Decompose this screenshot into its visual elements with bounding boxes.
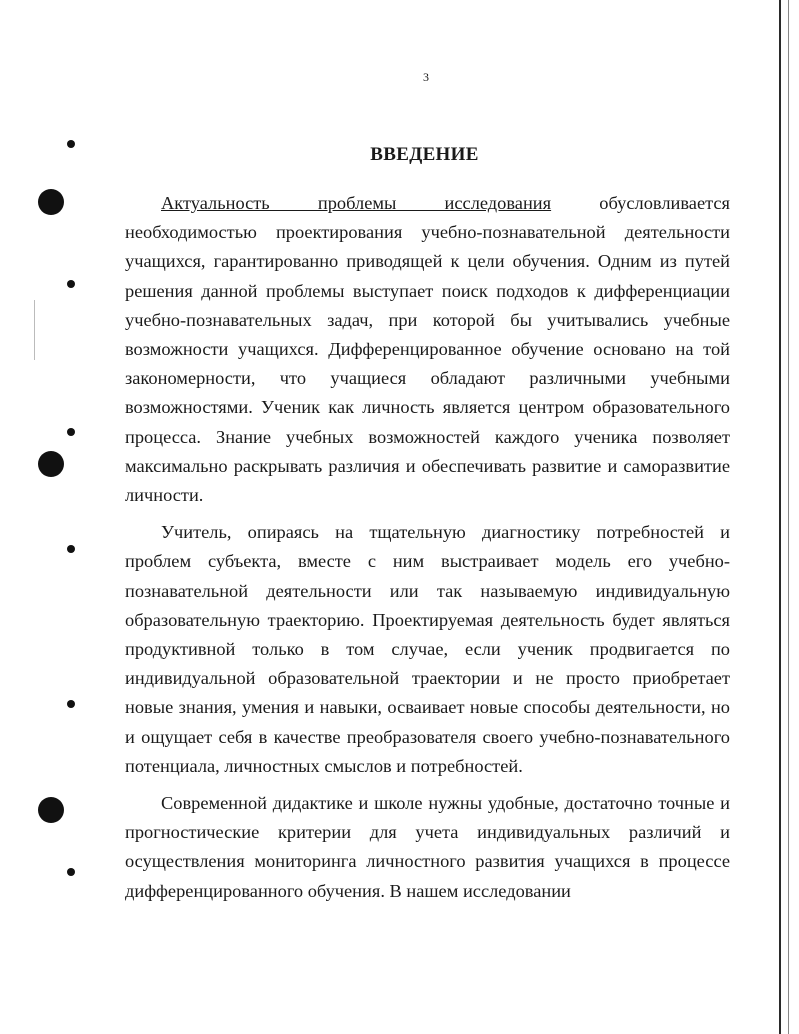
binding-hole <box>38 451 64 477</box>
page-number: 3 <box>423 70 429 84</box>
paragraph-3: Современной дидактике и школе нужны удобные, достаточно точные и прогностические критерии для учета индивидуальных различий и осуществления мониторинга личностного развития учащихся в процессе дифференцированного обучения. В нашем исследовании <box>125 793 730 901</box>
paragraph-1 <box>125 189 730 510</box>
body-text <box>125 189 730 914</box>
scan-edge-left <box>34 300 35 360</box>
binding-hole <box>38 189 64 215</box>
paragraph-2: Учитель, опираясь на тщательную диагностику потребностей и проблем субъекта, вместе с ним выстраивает модель его учебно-познавательной деятельности или так называемую индивидуальную образовательную траекторию. Проектируемая деятельность будет являться продуктивной только в том случае, если ученик продвигается по индивидуальной образовательной траектории и не просто приобретает новые знания, умения и навыки, осваивает новые способы деятельности, но и ощущает себя в качестве преобразователя своего учебно-познавательного потенциала, личностных смыслов и потребностей. <box>125 522 730 776</box>
binding-hole-small <box>67 545 75 553</box>
binding-hole-small <box>67 700 75 708</box>
binding-hole-small <box>67 280 75 288</box>
underlined-lead: Актуальность проблемы исследования <box>161 193 552 213</box>
paragraph-1-text: обусловливается необходимостью проектирования учебно-познавательной деятельности учащихся, гарантированно приводящей к цели обучения. Одним из путей решения данной проблемы выступает поиск подходов к дифференциации учебно-познавательных задач, при которой бы учитывались учебные возможности учащихся. Дифференцированное обучение основано на той закономерности, что учащиеся обладают различными учебными возможностями. Ученик как личность является центром образовательного процесса. Знание учебных возможностей каждого ученика позволяет максимально раскрывать различия и обеспечивать развитие и саморазвитие личности. <box>125 193 730 506</box>
binding-hole <box>38 797 64 823</box>
binding-hole-small <box>67 868 75 876</box>
binding-hole-small <box>67 428 75 436</box>
section-title: ВВЕДЕНИЕ <box>370 144 479 165</box>
